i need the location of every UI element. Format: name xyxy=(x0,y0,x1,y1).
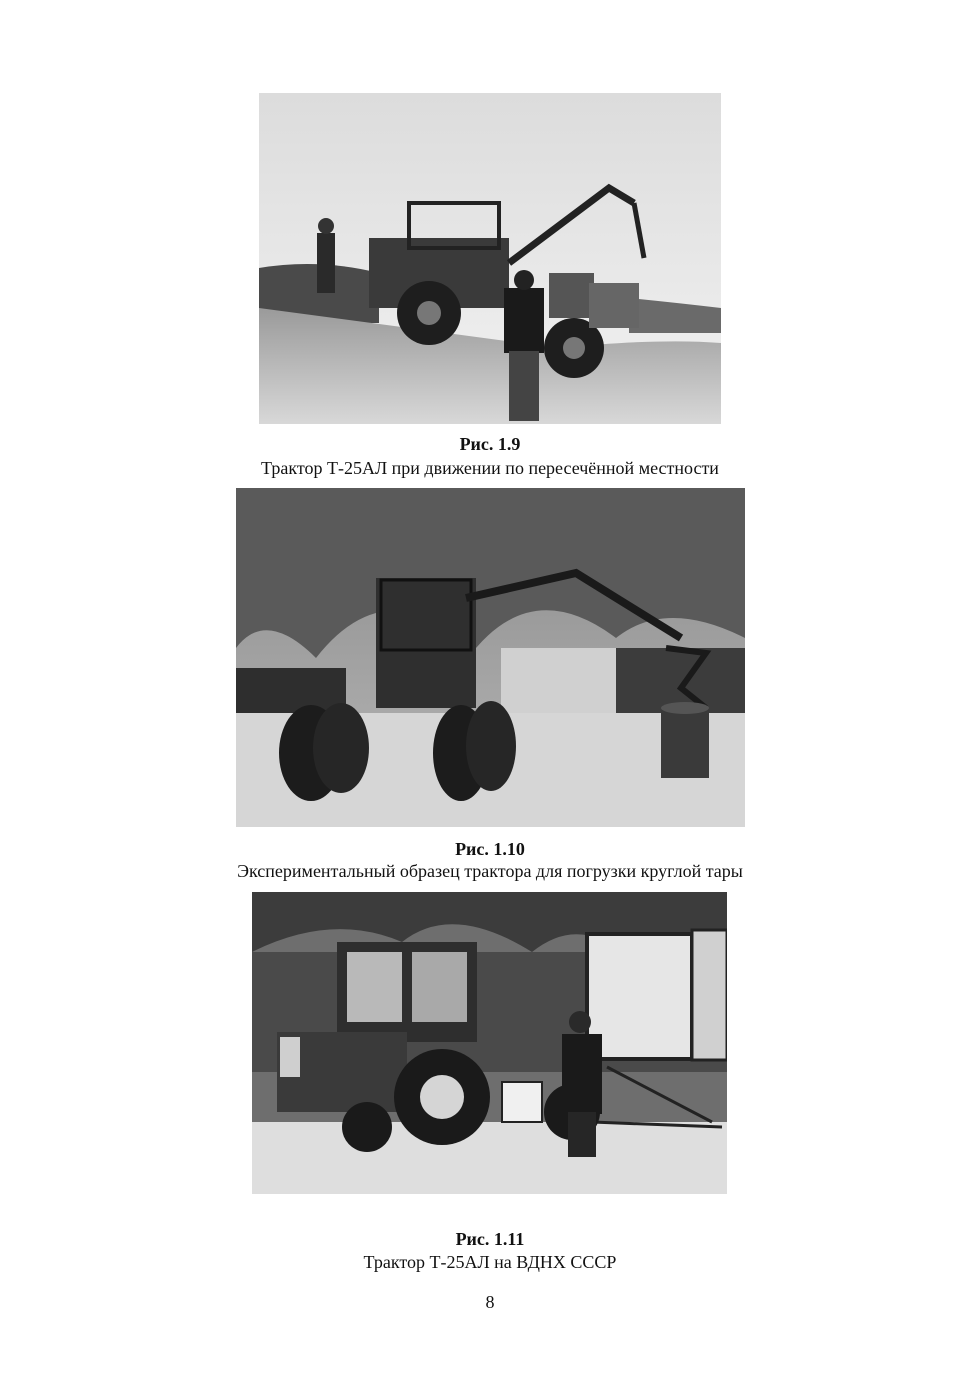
figure-1-9-caption: Трактор Т-25АЛ при движении по пересечённой местности xyxy=(261,458,719,478)
figure-1-10-caption: Экспериментальный образец трактора для погрузки круглой тары xyxy=(237,861,743,881)
page-number: 8 xyxy=(485,1292,495,1312)
photo-tractor-terrain xyxy=(259,93,721,424)
photo-tractor-exhibition xyxy=(252,892,727,1194)
photo-experimental-loader xyxy=(236,488,745,827)
figure-1-10-label: Рис. 1.10 xyxy=(455,839,525,859)
figure-1-9-label: Рис. 1.9 xyxy=(459,434,521,454)
figure-1-11-caption: Трактор Т-25АЛ на ВДНХ СССР xyxy=(363,1252,617,1272)
figure-1-11-label: Рис. 1.11 xyxy=(455,1229,525,1249)
